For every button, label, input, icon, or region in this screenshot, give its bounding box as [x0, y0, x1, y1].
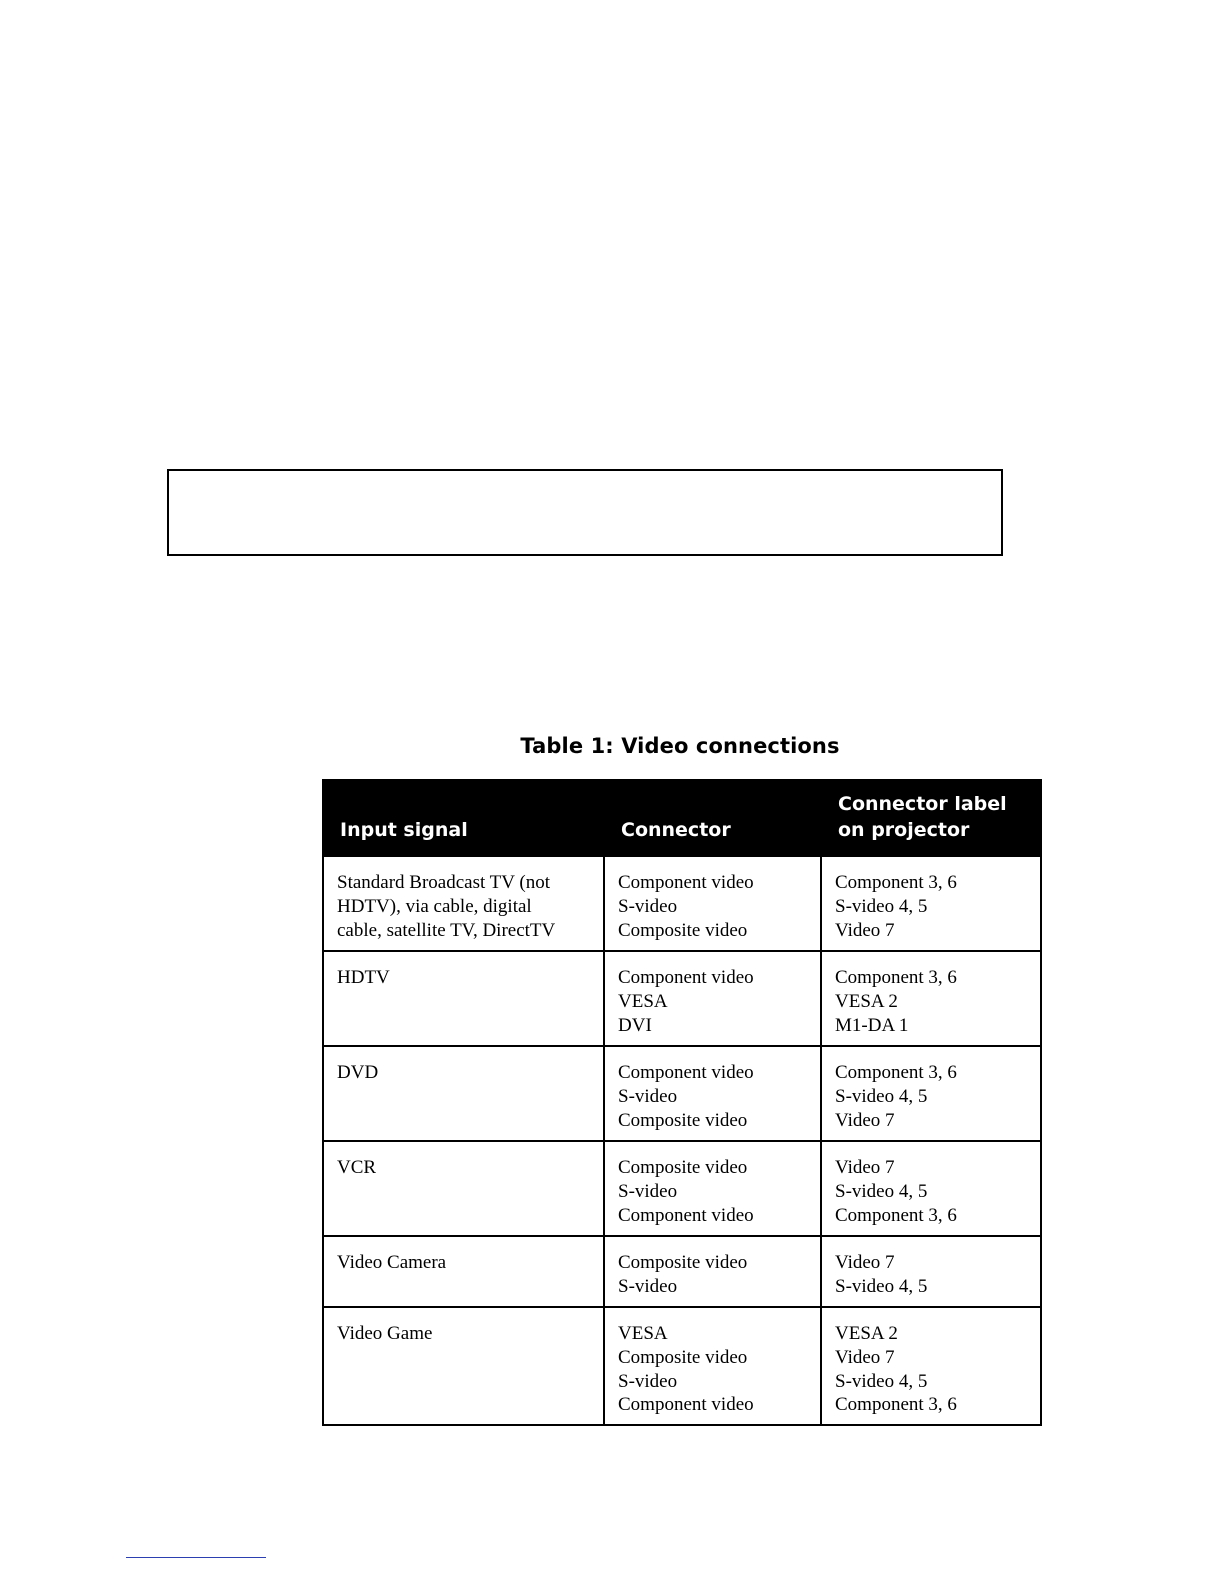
cell-connector-label-line: S-video 4, 5 — [835, 1370, 928, 1392]
video-connections-table — [322, 779, 1042, 1426]
cell-connector-line: S-video — [618, 1085, 678, 1107]
table-row — [323, 1307, 1041, 1425]
cell-connector-label-line: Component 3, 6 — [835, 872, 957, 893]
cell-connector-line: Component video — [618, 967, 754, 988]
header-connector-label — [821, 780, 1041, 856]
cell-input-signal-line: Video Game — [337, 1323, 433, 1344]
cell-connector-label-line: Video 7 — [835, 1109, 895, 1131]
cell-connector-line: Component video — [618, 1204, 754, 1226]
table-row — [323, 1236, 1041, 1307]
cell-connector-line: VESA — [618, 990, 668, 1012]
cell-input-signal-line: HDTV), via cable, digital — [337, 895, 532, 917]
cell-connector-label-line: Video 7 — [835, 1157, 895, 1178]
cell-connector-label-line: S-video 4, 5 — [835, 1085, 928, 1107]
cell-connector-label-line: Component 3, 6 — [835, 1394, 957, 1416]
table-row — [323, 1046, 1041, 1141]
header-input-signal — [323, 780, 604, 856]
cell-connector-line: S-video — [618, 1370, 678, 1392]
cell-connector-line: Composite video — [618, 919, 748, 941]
table-row — [323, 1141, 1041, 1236]
table-header-row — [323, 780, 1041, 856]
cell-input-signal — [323, 951, 604, 1046]
cell-input-signal-line: HDTV — [337, 967, 390, 988]
cell-input-signal — [323, 856, 604, 951]
cell-connector-label-line: S-video 4, 5 — [835, 1275, 928, 1297]
cell-connector-line: Component video — [618, 1394, 754, 1416]
cell-input-signal — [323, 1141, 604, 1236]
cell-connector-line: Composite video — [618, 1346, 748, 1368]
cell-connector-label-line: VESA 2 — [835, 990, 898, 1012]
cell-connector-label — [821, 856, 1041, 951]
header-input-signal-text: Input signal — [340, 819, 468, 841]
table-body — [323, 856, 1041, 1425]
cell-input-signal-line: VCR — [337, 1157, 377, 1178]
cell-input-signal-line: Video Camera — [337, 1252, 447, 1273]
header-connector — [604, 780, 821, 856]
cell-input-signal — [323, 1307, 604, 1425]
cell-connector-line: DVI — [618, 1014, 652, 1036]
cell-connector — [604, 1236, 821, 1307]
footnote-rule — [126, 1557, 266, 1558]
cell-connector-line: S-video — [618, 895, 678, 917]
cell-connector-label-line: Component 3, 6 — [835, 967, 957, 988]
header-connector-label-text: Connector label on projector — [838, 793, 1007, 841]
cell-connector — [604, 856, 821, 951]
cell-connector-line: S-video — [618, 1275, 678, 1297]
cell-connector-line: Composite video — [618, 1109, 748, 1131]
cell-connector-label-line: Component 3, 6 — [835, 1062, 957, 1083]
cell-connector-label-line: Video 7 — [835, 1346, 895, 1368]
cell-connector — [604, 1046, 821, 1141]
cell-connector-line: Component video — [618, 872, 754, 893]
cell-connector-line: Composite video — [618, 1252, 748, 1273]
cell-input-signal-line: Standard Broadcast TV (not — [337, 872, 551, 893]
empty-bordered-box — [167, 469, 1003, 556]
cell-input-signal — [323, 1236, 604, 1307]
cell-connector-line: S-video — [618, 1180, 678, 1202]
cell-input-signal — [323, 1046, 604, 1141]
cell-input-signal-line: cable, satellite TV, DirectTV — [337, 919, 556, 941]
cell-connector-label-line: M1-DA 1 — [835, 1014, 909, 1036]
cell-connector-label-line: Video 7 — [835, 919, 895, 941]
cell-connector-label — [821, 1141, 1041, 1236]
cell-connector-label-line: VESA 2 — [835, 1323, 898, 1344]
cell-input-signal-line: DVD — [337, 1062, 379, 1083]
cell-connector-line: Composite video — [618, 1157, 748, 1178]
cell-connector-label-line: S-video 4, 5 — [835, 1180, 928, 1202]
cell-connector-label — [821, 1236, 1041, 1307]
table-caption: Table 1: Video connections — [520, 734, 840, 758]
header-connector-text: Connector — [621, 819, 731, 841]
cell-connector-label-line: Component 3, 6 — [835, 1204, 957, 1226]
cell-connector — [604, 1307, 821, 1425]
cell-connector-label-line: Video 7 — [835, 1252, 895, 1273]
cell-connector-line: Component video — [618, 1062, 754, 1083]
cell-connector-label — [821, 1307, 1041, 1425]
cell-connector-label — [821, 1046, 1041, 1141]
table-row — [323, 856, 1041, 951]
cell-connector — [604, 1141, 821, 1236]
cell-connector-label — [821, 951, 1041, 1046]
cell-connector-label-line: S-video 4, 5 — [835, 895, 928, 917]
cell-connector — [604, 951, 821, 1046]
cell-connector-line: VESA — [618, 1323, 668, 1344]
table-row — [323, 951, 1041, 1046]
